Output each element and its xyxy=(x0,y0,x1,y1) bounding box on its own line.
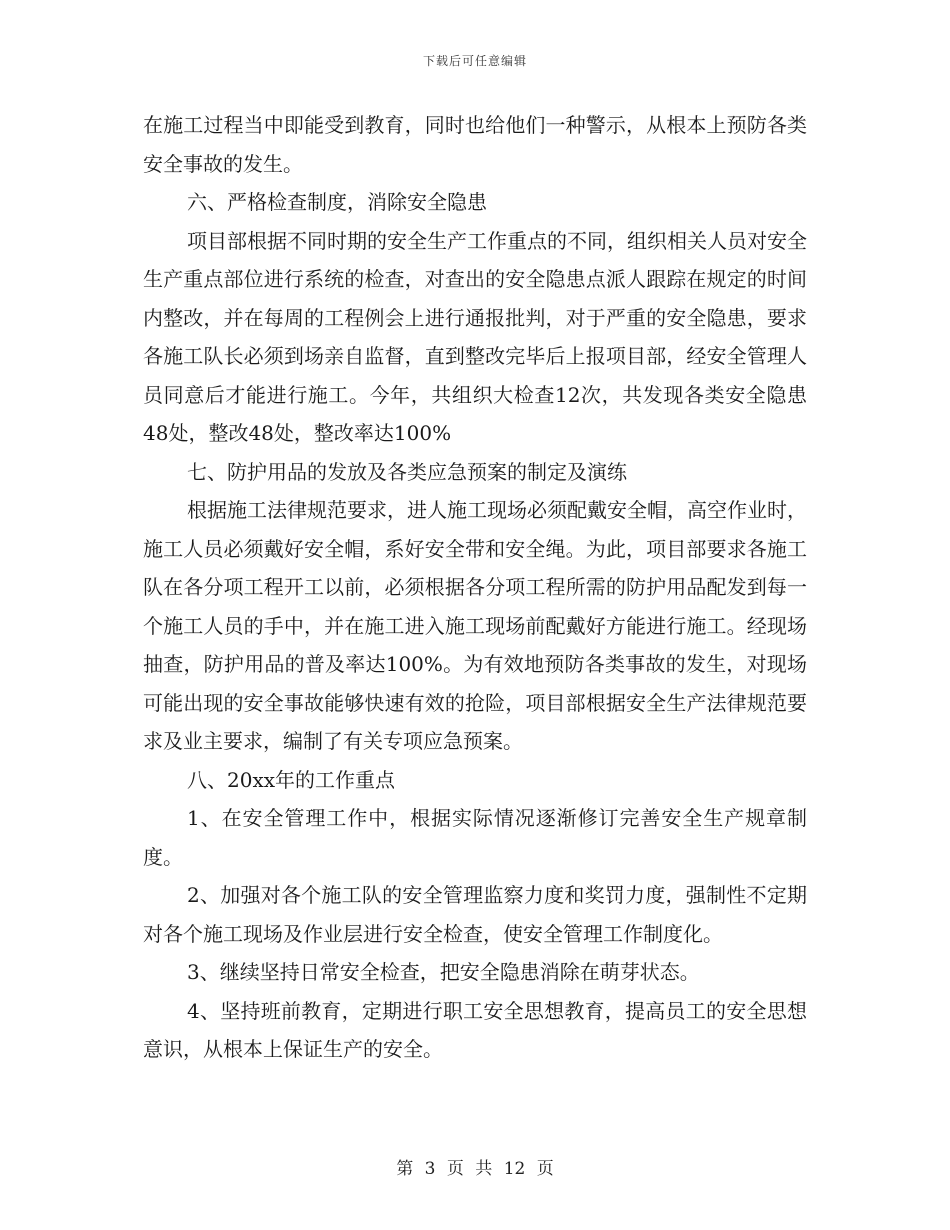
section-heading-7: 七、防护用品的发放及各类应急预案的制定及演练 xyxy=(187,459,627,484)
footer-di: 第 xyxy=(396,1159,414,1179)
paragraph-inspection: 项目部根据不同时期的安全生产工作重点的不同，组织相关人员对安全生产重点部位进行系统的检查，对查出的安全隐患点派人跟踪在规定的时间内整改，并在每周的工程例会上进行通报批判，对于严重的安全隐患，要求各施工队长必须到场亲自监督，直到整改完毕后上报项目部，经安全管理人员同意后才能进行施工。今年，共组织大检查12次，共发现各类安全隐患48处，整改48处，整改率达100% xyxy=(143,228,807,445)
footer-page-number: 3 xyxy=(424,1159,436,1179)
footer-gong: 共 xyxy=(475,1159,493,1179)
footer-ye2: 页 xyxy=(536,1159,554,1179)
section-heading-8: 八、20xx年的工作重点 xyxy=(187,767,396,792)
footer-ye: 页 xyxy=(446,1159,464,1179)
footer-total-pages: 12 xyxy=(503,1159,526,1179)
page-header: 下载后可任意编辑 xyxy=(422,54,527,68)
document-body xyxy=(143,106,807,1069)
list-item-3: 3、继续坚持日常安全检查，把安全隐患消除在萌芽状态。 xyxy=(187,960,700,984)
list-item-1: 1、在安全管理工作中，根据实际情况逐渐修订完善安全生产规章制度。 xyxy=(143,806,807,869)
list-item-4: 4、坚持班前教育，定期进行职工安全思想教育，提高员工的安全思想意识，从根本上保证生产的安全。 xyxy=(143,998,807,1061)
list-item-2: 2、加强对各个施工队的安全管理监察力度和奖罚力度，强制性不定期对各个施工现场及作业层进行安全检查，使安全管理工作制度化。 xyxy=(143,883,807,946)
paragraph-protective-equipment: 根据施工法律规范要求，进人施工现场必须配戴安全帽，高空作业时，施工人员必须戴好安全帽，系好安全带和安全绳。为此，项目部要求各施工队在各分项工程开工以前，必须根据各分项工程所需的防护用品配发到每一个施工人员的手中，并在施工进入施工现场前配戴好方能进行施工。经现场抽查，防护用品的普及率达100%。为有效地预防各类事故的发生，对现场可能出现的安全事故能够快速有效的抢险，项目部根据安全生产法律规范要求及业主要求，编制了有关专项应急预案。 xyxy=(143,498,807,753)
page-footer xyxy=(0,1154,950,1179)
paragraph-continuation: 在施工过程当中即能受到教育，同时也给他们一种警示，从根本上预防各类安全事故的发生。 xyxy=(143,113,807,176)
section-heading-6: 六、严格检查制度，消除安全隐患 xyxy=(187,190,487,214)
